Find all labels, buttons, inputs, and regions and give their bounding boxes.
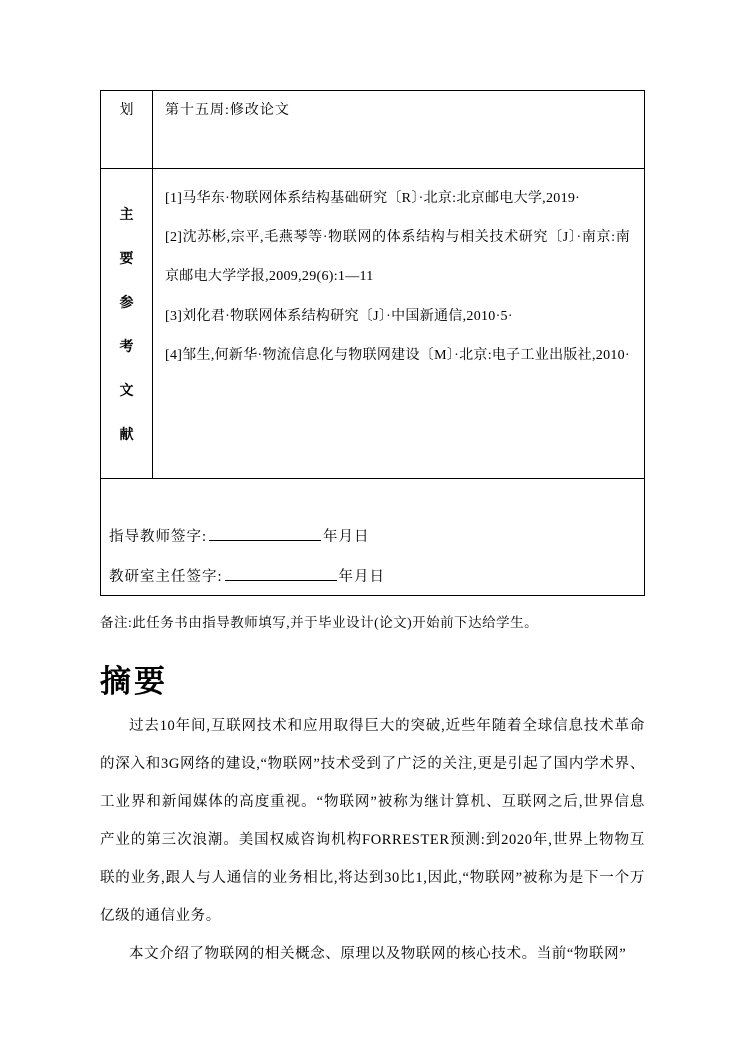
reference-item: [1]马华东·物联网体系结构基础研究〔R〕·北京:北京邮电大学,2019· [165,191,581,206]
task-table [100,90,645,596]
director-signature-label: 教研室主任签字: [109,569,223,585]
advisor-signature-line [109,525,644,546]
label-char: 参 [119,295,134,311]
week-row-content: 第十五周:修改论文 [153,91,645,169]
reference-item: [4]邹生,何新华·物流信息化与物联网建设〔M〕·北京:电子工业出版社,2010· [165,347,630,363]
table-row-week [101,91,645,169]
references-row-label [101,169,153,479]
references-vertical-label [101,169,152,478]
abstract-paragraph: 本文介绍了物联网的相关概念、原理以及物联网的核心技术。当前“物联网” [129,946,627,962]
label-char: 献 [119,427,134,443]
signature-blank [209,527,321,541]
abstract-paragraph: 过去10年间,互联网技术和应用取得巨大的突破,近些年随着全球信息技术革命的深入和3G网络的建设,“物联网”技术受到了广泛的关注,更是引起了国内学术界、工业界和新闻媒体的高度重视。“物联网”被称为继计算机、互联网之后,世界信息产业的第三次浪潮。美国权威咨询机构FORRESTER预测:到2020年,世界上物物互联的业务,跟人与人通信的业务相比,将达到30比1,因此,“物联网”被称为是下一个万亿级的通信业务。 [100,718,645,924]
director-signature-date-label: 年月日 [338,569,386,585]
reference-item: [3]刘化君·物联网体系结构研究〔J〕·中国新通信,2010·5· [165,308,513,324]
references-list [153,169,645,479]
reference-item: [2]沈苏彬,宗平,毛燕琴等·物联网的体系结构与相关技术研究〔J〕·南京:南京邮电大学学报,2009,29(6):1—11 [165,230,630,285]
signature-section [101,479,645,596]
signature-blank [225,567,337,581]
abstract-title: 摘要 [100,664,168,699]
week-row-label: 划 [101,91,153,169]
note-text: 备注:此任务书由指导教师填写,并于毕业设计(论文)开始前下达给学生。 [100,615,539,630]
director-signature-line [109,565,644,586]
label-char: 主 [119,207,134,223]
label-char: 考 [119,339,134,355]
advisor-signature-date-label: 年月日 [323,529,370,545]
advisor-signature-label: 指导教师签字: [109,529,208,545]
label-char: 文 [119,383,134,399]
table-row-references [101,169,645,479]
table-row-signatures [101,479,645,596]
label-char: 要 [119,251,134,267]
